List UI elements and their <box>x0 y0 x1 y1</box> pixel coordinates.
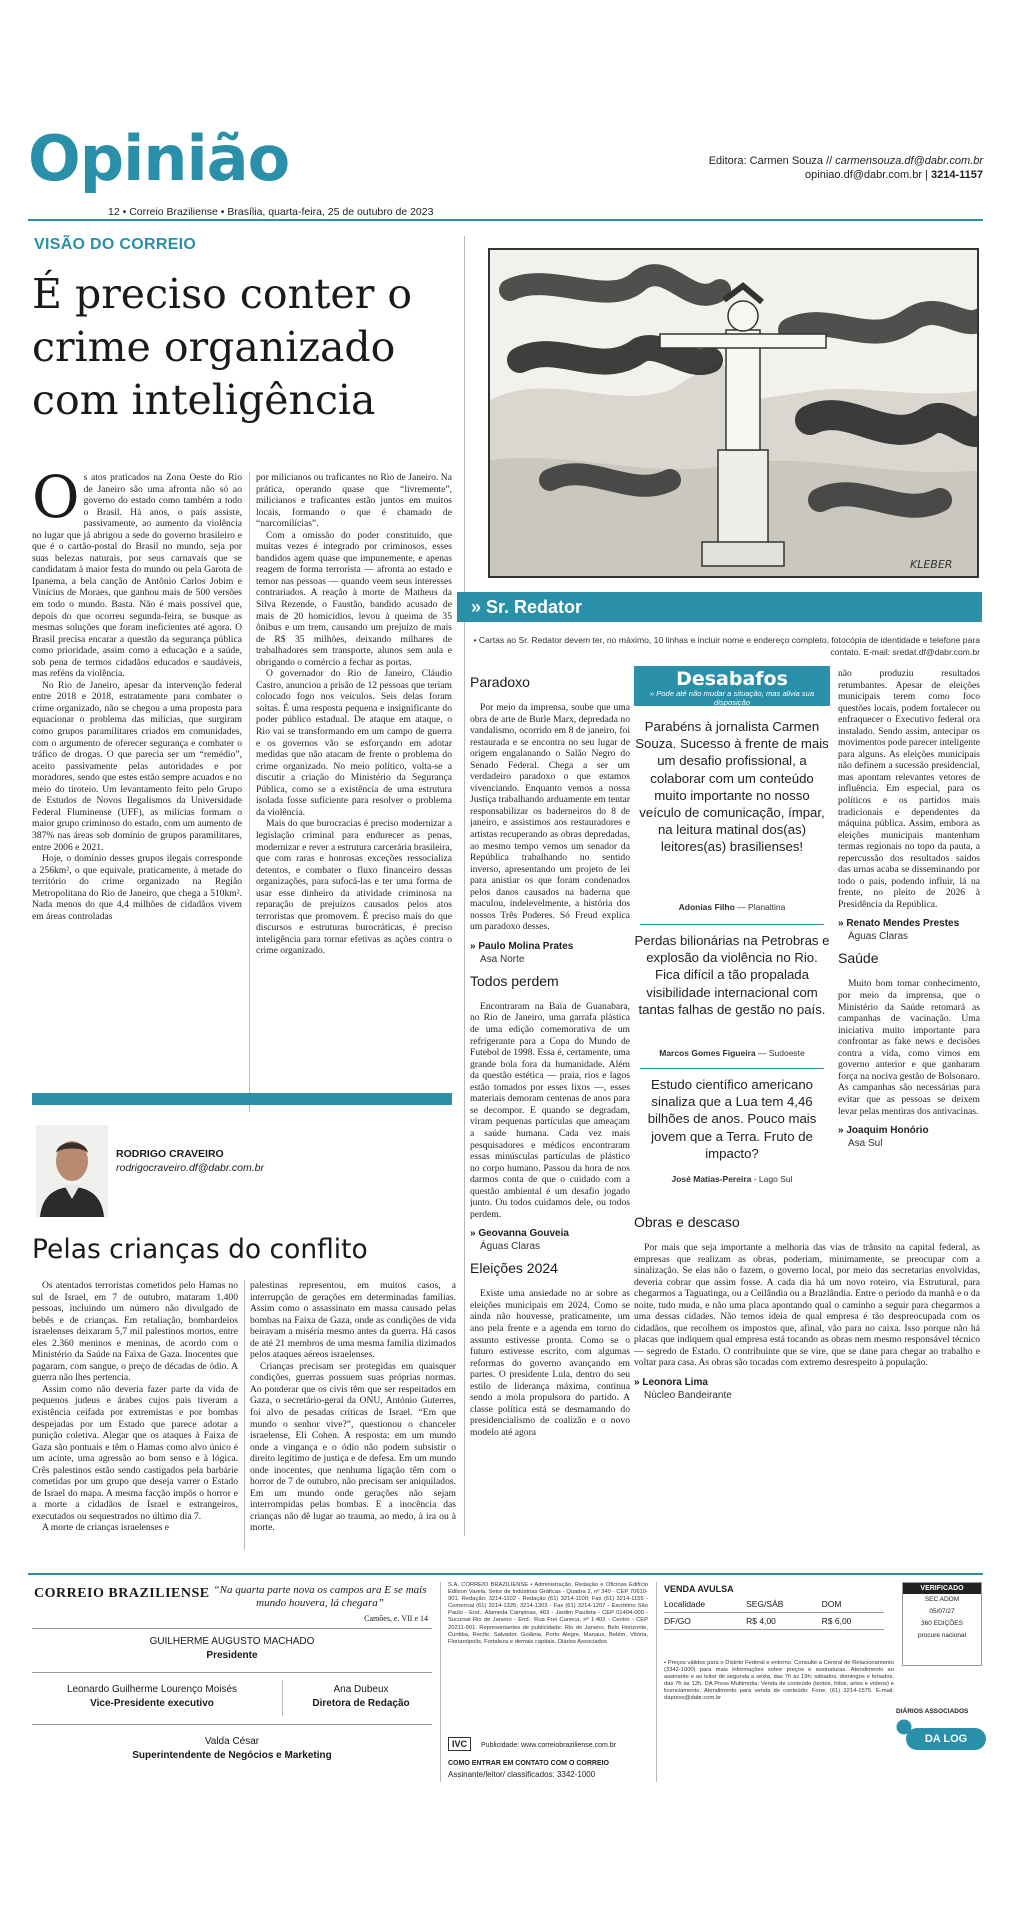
desabafo-place: Planaltina <box>748 902 786 912</box>
section-email[interactable]: opiniao.df@dabr.com.br <box>805 169 923 181</box>
letter-body <box>838 668 980 910</box>
publisher-tag[interactable]: Publicidade: www.correiobraziliense.com.br <box>481 1742 617 1749</box>
paragraph: Por meio da imprensa, soube que uma obra de arte de Burle Marx, depredada no vandalismo, ocorrido em 8 de janeiro, foi restaurada e se encontra no seu lugar de origem engalanando o Salão Negro do Senado Federal. Chega a ser um verdadeiro paradoxo o que estamos vivenciando. Enquanto vemos a nossa Justiça trabalhando arduamente em tentar responsabilizar os baderneiros do 8 de janeiro, e assistimos aos restauradores e artistas recuperando as obras depredadas, ao mesmo tempo vemos um senador da República trabalhando no sentido inverso, apresentando um projeto de lei para anistiar os que foram condenados pelos danos causados na baderna que maculou, indelevelmente, a história dos nossos Três Poderes. Só Freud explica um paradoxo desses. <box>470 702 630 933</box>
author-name: RODRIGO CRAVEIRO <box>116 1148 224 1160</box>
paragraph: Muito bom tomar conhecimento, por meio da imprensa, que o Ministério da Saúde retomará as campanhas de vacinação. Uma iniciativa muito importante para confrontar as fake news e decisões contra a vida, como vimos em governo anterior e que ganharam força na nociva gestão de Bolsonaro. As campanhas são necessárias para evitar que as pessoas se deixem levar pelas mentiras dos antivacinas. <box>838 978 980 1117</box>
venda-weekday-price: R$ 4,00 <box>746 1613 822 1630</box>
paragraph: Encontraram na Baía de Guanabara, no Rio de Janeiro, uma garrafa plástica de uma edição comemorativa de um refrigerante para a Copa do Mundo de Futebol de 1998. Essa é, certamente, uma grande bola fora da humanidade. Além da questão estética — praia, rios e lagos estão tomados por esses lixos —, esses materiais demoram centenas de anos para se decompor. E quando se degradam, viram pequenas partículas que ameaçam a saúde humana. Cada vez mais pesquisadores e médicos encontraram essas minúsculas partículas de plástico no corpo humano. Passou da hora de nos darmos conta de que o cuidado com a questão ambiental é um desafio jogado junto. Ou todos cuidamos dele, ou todos perdem. <box>470 1000 630 1220</box>
paragraph: Com a omissão do poder constituído, que muitas vezes é integrado por criminosos, esses bandidos agem quase que impunemente, e apenas reagem de forma terrorista — afronta ao estado e temor nas pessoas — quando veem seus interesses contrariados. A reação à morte de Matheus da Silva Rezende, o Faustão, bandido acusado de mais de 20 homicídios, levou à queima de 35 ônibus e um trem, causando um prejuízo de mais de R$ 35 milhões, deixando milhares de trabalhadores sem transporte, alunos sem aula e obrigando o comércio a fechar as portas. <box>256 529 452 668</box>
author-email[interactable]: rodrigocraveiro.df@dabr.com.br <box>116 1162 264 1174</box>
da-logo <box>896 1700 986 1718</box>
article-headline: Pelas crianças do conflito <box>32 1234 368 1265</box>
editors-credit: Editora: Carmen Souza // carmensouza.df@dabr.com.br opiniao.df@dabr.com.br | 3214-1157 <box>708 155 983 181</box>
desabafos-box <box>634 666 830 1196</box>
desabafos-header <box>634 666 830 706</box>
desabafo-signature: José Matias-Pereira - Lago Sul <box>671 1174 793 1184</box>
paragraph: não produziu resultados retumbantes. Apesar de eleições municipais terem como foco questões locais, podem fortalecer ou enfraquecer o Executivo federal ora instalado. Sendo assim, antecipar os movimentos pode parecer inteligente para alguns. As eleições municipais não definem a sucessão presidencial, mas apontam relevantes vetores de influência. Em especial, para os políticos e os partidos mais tradicionais e dependentes da máquina pública. Assim, embora as eleições municipais mantenham termas regionais no topo da pauta, a repercussão dos resultados saídos das urnas acaba se disseminando por todo o país, podendo influir, lá na frente, no pleito de 2026 à Presidência da República. <box>838 668 980 910</box>
letter-location: Núcleo Bandeirante <box>644 1390 732 1402</box>
paragraph: No Rio de Janeiro, apesar da intervenção federal entre 2018 e 2018, estratamente para combater o crime organizado, não se chegou a uma proposta para equacionar o problema das milícias, que surgiram como grupos paramilitares criados em comunidades, com o argumento de oferecer segurança e combater o tráfico de drogas. O que parecia ser um “remédio”, aceito passivamente pelas autoridades e por moradores, sendo que estes estão sempre acuados e no meio do tiroteio. Um levantamento feito pelo Grupo de Estudos de Novos Ilegalismos da Universidade Federal Fluminense (UFF), as milícias formam o maior grupo criminoso do estado, com um aumento de 387% nas áreas sob domínio de grupos paramilitares, entre 2006 e 2021. <box>32 679 242 853</box>
footer-divider <box>282 1680 283 1716</box>
president-role: Presidente <box>206 1650 258 1661</box>
venda-header-row <box>664 1596 884 1613</box>
stamp-line: 360 EDIÇÕES <box>921 1620 963 1627</box>
letter-signer: » Leonora Lima <box>634 1377 708 1389</box>
section-masthead: Opinião <box>28 122 290 195</box>
footer-badges <box>448 1734 648 1758</box>
dropcap: O <box>32 472 80 531</box>
footer-divider <box>656 1582 657 1782</box>
company-info: S.A. CORREIO BRAZILIENSE • Administração, Redação e Oficinas Edifício Edilson Varela, Setor de Indústrias Gráficas - Quadra 2, nº 340 - CEP 70610-901. Redação: 3214-1102 - Redação (61) 3214-1100; Fax (61) 3214-1155 - Comercial (61) 3214-1326; 3214-1303 - Fax (61) 3214-1207 - Escritório São Paulo - End.: Alameda Campinas, 463 - Jardim Paulista - CEP 01404-000 - Sucursal Rio de Janeiro - End.: Rua Frei Caneca, nº 1.402 - Centro - CEP 20211-901. Representantes de publicidade: Rio de Janeiro, Belo Horizonte, Curitiba, Recife, Salvador, Goiânia, Porto Alegre, Manaus, Belém, Vitória, Florianópolis, Fortaleza e demais capitais. Diários Associados <box>448 1582 648 1645</box>
letter-body <box>470 1288 630 1438</box>
venda-col-locality: Localidade <box>664 1596 746 1613</box>
desabafo-divider <box>640 1068 824 1069</box>
svg-text:KLEBER: KLEBER <box>910 558 953 571</box>
letter-location: Asa Sul <box>848 1138 883 1150</box>
paragraph: A morte de crianças israelenses e <box>42 1522 170 1534</box>
letter-signer: » Geovanna Gouveia <box>470 1228 569 1240</box>
footer-divider <box>32 1724 432 1725</box>
letter-location: Águas Claras <box>480 1241 541 1253</box>
da-logo-label: DIÁRIOS ASSOCIADOS <box>896 1708 969 1715</box>
letter-body <box>634 1242 980 1369</box>
ivc-badge: IVC <box>448 1737 471 1751</box>
venda-sunday-price: R$ 6,00 <box>822 1613 884 1630</box>
redator-guidelines: • Cartas ao Sr. Redator devem ter, no máximo, 10 linhas e incluir nome e endereço completo, fotocópia de identidade e telefone para contato. E-mail: sredat.df@dabr.com.br <box>473 635 980 657</box>
paragraph: Por mais que seja importante a melhoria das vias de trânsito na capital federal, as empresas que realizam as obras, poderiam, minimamente, se preocupar com a sinalização. Se elas não o fazem, o governo local, por meio das secretarias envolvidas, deveria cobrar que assim fosse. A cada dia há um novo roteiro, via Estrutural, para chegarmos a Taguatinga, ou a Ceilândia ou a Brazlândia. Entre o período da manhã e o da noite, tudo muda, e não uma placa apontando qual o caminho a seguir para chegarmos a uma dessas cidades. Não temos ideia de qual empresa é tão despreocupada com os cidadãos, que recolhem os impostos que, afinal, vão para no caixa. Isso porque não há placas que indiquem qual empresa está tocando as obras nem mesmo responsável técnico — segredo de Estado. O contribuinte que se vire, que se dane para chegar ao trabalho e voltar para casa. As obras são tocadas com extremo desrespeito à população. <box>634 1242 980 1369</box>
letter-body <box>838 978 980 1117</box>
footer-divider <box>32 1628 432 1629</box>
desabafo-text: Perdas bilionárias na Petrobras e explosão da violência no Rio. Fica difícil a tão propalada visibilidade internacional com tantas falhas de gestão no país. <box>634 933 830 1017</box>
column-divider <box>464 236 465 1536</box>
desabafo-place: Sudoeste <box>768 1048 805 1058</box>
paragraph: palestinas representou, em muitos casos, a interrupção de gerações em determinadas famílias. Assim como o assassinato em massa causado pelas bombas na Faixa de Gaza, onde as condições de vida beiravam a miséria mesmo antes da guerra. Há casos de até 21 membros de uma mesma família dizimados pelos ataques aéreos israelenses. <box>250 1280 456 1361</box>
paragraph: Existe uma ansiedade no ar sobre as eleições municipais em 2024. Como se ainda não houvesse, praticamente, um ano pela frente e a agenda em torno do assunto estivesse pronta. Como se o futuro estivesse escrito, com algumas reformas do governo avançando em partes. O presidente Lula, dentro do seu estilo de liderança máxima, continua sendo a mola propulsora do partido. A classe política está se desmamando do presidencialismo de coalizão e o novo modelo até agora <box>470 1288 630 1438</box>
footer-rule <box>28 1573 983 1575</box>
vp-role: Vice-Presidente executivo <box>90 1698 214 1709</box>
column-divider <box>249 472 250 1112</box>
desabafo-author: Adonias Filho <box>678 902 735 912</box>
letter-title: Obras e descaso <box>634 1214 740 1230</box>
article-column-2 <box>250 1280 456 1556</box>
editor-email[interactable]: carmensouza.df@dabr.com.br <box>835 155 983 167</box>
editorial-cartoon <box>488 248 979 578</box>
desabafo-signature: Marcos Gomes Figueira — Sudoeste <box>659 1048 805 1058</box>
quote-source: Camões, e. VII e 14 <box>364 1614 428 1623</box>
letter-signer: » Renato Mendes Prestes <box>838 918 960 930</box>
letter-signer: » Paulo Molina Prates <box>470 940 574 952</box>
letters-column-a <box>470 668 630 1558</box>
footer-quote: “Na quarta parte nova os campos ara E se mais mundo houvera, lá chegara” <box>213 1584 427 1609</box>
paragraph: Os atentados terroristas cometidos pelo Hamas no sul de Israel, em 7 de outubro, mataram 1.400 pessoas, incluindo um número não divulgado de bebês e de crianças. Em retaliação, bombardeios israelenses deixaram 5,7 mil palestinos mortos, entre eles 2.360 meninos e meninas, de acordo com o Ministério da Saúde na Faixa de Gaza. Inocentes que pagaram, com sangue, o preço de décadas de ódio. A guerra não lhes pertencia. <box>32 1280 238 1384</box>
editorial-headline: É preciso conter o crime organizado com inteligência <box>32 270 413 424</box>
cartoon-illustration <box>490 250 979 578</box>
author-photo <box>36 1125 108 1217</box>
dateline: 12 • Correio Braziliense • Brasília, quarta-feira, 25 de outubro de 2023 <box>108 206 434 218</box>
dalog-badge <box>906 1728 986 1750</box>
desabafo-signature: Adonias Filho — Planaltina <box>678 902 786 912</box>
editors-label: Editora: <box>708 155 747 167</box>
stamp-line: 05/07/27 <box>929 1608 955 1615</box>
editorial-column-2 <box>256 472 452 1112</box>
venda-notes: • Preços válidos para o Distrito Federal e entorno. Consulte a Central de Relacionamento (3342-1000) para mais informações sobre preços e assinaturas. Atendimento ao assinante e ao leitor de segunda a sexta, das 7h às 19h; sábados, domingos e feriados, das 7h às 12h. DA Press Multimídia: Venda de conteúdo (textos, fotos, artes e vídeos) e licenciamento. Atendimento para venda de conteúdo: Fone: (61) 3214-1575. E-mail: dapress@dabr.com.br <box>664 1660 894 1702</box>
section-phone: 3214-1157 <box>931 169 983 181</box>
desabafo-text: Estudo científico americano sinaliza que a Lua tem 4,46 bilhões de anos. Pouco mais jovem que a Terra. Fruto de impacto? <box>647 1077 817 1161</box>
paragraph: Crianças precisam ser protegidas em quaisquer condições, guerras possuem suas próprias normas. Ao ponderar que os civis têm que ser respeitados em Gaza, o secretário-geral da ONU, António Guterres, foi alvo de pesadas críticas de Israel. “Em que mundo o senhor vive?”, questionou o chanceler israelense, Eli Cohen. A resposta: em um mundo onde a vingança e o ódio não podem subsistir o direito legítimo de justiça e de defesa. Em um mundo onde inocentes, que nenhuma ligação têm com o horror de 7 de outubro, não precisam ser aniquilados. Em um mundo onde gerações não sejam interrompidas pelas bombas. E a inocência das crianças não dê lugar ao trauma, ao medo, à ira ou à morte. <box>250 1360 456 1534</box>
certification-stamp <box>902 1582 982 1666</box>
director-role: Diretora de Redação <box>312 1698 410 1709</box>
letter-location: Asa Norte <box>480 953 525 965</box>
editorial-kicker: VISÃO DO CORREIO <box>34 236 197 253</box>
footer-divider <box>440 1582 441 1782</box>
letter-title: Todos perdem <box>470 972 559 989</box>
letter-location: Águas Claras <box>848 931 909 943</box>
paragraph: Mais do que burocracias é preciso modernizar a legislação criminal para endurecer as penas, modernizar e rever a estrutura carcerária brasileira, que com raras e honrosas exceções ressocializa detentos, e combater o fluxo financeiro dessas organizações, para sufocá-las e ter uma forma de usar esse dinheiro da atividade criminosa na reparação de prejuízos causados pelos atos terroristas que promovem. É preciso mais do que discursos e estruturas burocráticas, é preciso inteligência para tornar efetivas as ações contra o crime organizado. <box>256 818 452 957</box>
dalog-label: DA LOG <box>924 1733 968 1745</box>
superintendent-role: Superintendente de Negócios e Marketing <box>132 1750 332 1761</box>
redator-header: » Sr. Redator <box>457 592 982 622</box>
director-name: Ana Dubeux <box>333 1684 389 1695</box>
venda-col-weekday: SEG/SÁB <box>746 1596 822 1613</box>
venda-title: VENDA AVULSA <box>664 1584 734 1594</box>
letter-signer: » Joaquim Honório <box>838 1125 929 1137</box>
venda-col-sunday: DOM <box>822 1596 884 1613</box>
letter-title: Saúde <box>838 950 879 967</box>
stamp-header: VERIFICADO <box>903 1583 981 1594</box>
author-portrait-icon <box>36 1125 108 1217</box>
author-bar <box>32 1093 452 1105</box>
paragraph: O governador do Rio de Janeiro, Cláudio Castro, anunciou a prisão de 12 pessoas que teriam colocado fogo nos veículos. Seis delas foram soltas. É uma resposta pequena e insignificante do poder público estadual. De ataque em ataque, o Rio vai se transformando em um campo de guerra e os governos vão se esforçando em adotar medidas que não atacam de frente o problema do crime organizado. No meio político, volta-se a discutir a criação do Ministério da Segurança Pública, como se a existência de uma estrutura isolada fosse suficiente para resolver o problema da violência. <box>256 668 452 818</box>
paragraph: por milicianos ou traficantes no Rio de Janeiro. Na prática, operando quase que “livremente”, milicianos e traficantes estão juntos em muitos locais, formando o que é chamado de “narcomilícias”. <box>256 472 452 530</box>
editorial-column-1 <box>32 472 242 1132</box>
desabafos-subtitle: » Pode até não mudar a situação, mas alivia sua disposição <box>649 689 815 707</box>
desabafo-place: Lago Sul <box>758 1174 793 1184</box>
superintendent-name: Valda César <box>204 1736 260 1747</box>
contact-phone: Assinante/leitor/ classificados: 3342-1000 <box>448 1770 596 1779</box>
letters-wide <box>634 1208 980 1560</box>
editor-name: Carmen Souza <box>749 155 824 167</box>
paragraph: Hoje, o domínio desses grupos ilegais corresponde a 256km², o que equivale, praticamente, à metade do território do crime organizado na Região Metropolitana do Rio de Janeiro, que chega a 510km². Nada menos do que 4,4 milhões de cidadãos vivem em áreas controladas <box>32 853 242 922</box>
column-divider <box>244 1280 245 1550</box>
letter-title: Eleições 2024 <box>470 1260 558 1277</box>
stamp-line: procure nacional <box>917 1632 967 1639</box>
desabafo-text: Parabéns à jornalista Carmen Souza. Sucesso à frente de mais um desafio profissional, a colaborar com um conteúdo muito importante no nosso veículo de comunicação, ímpar, na leitura matinal dos(as) leitores(as) brasilienses! <box>635 719 829 855</box>
article-column-1 <box>32 1280 238 1556</box>
desabafos-title: Desabafos <box>676 668 788 690</box>
letter-body <box>470 1001 630 1220</box>
venda-price-row <box>664 1613 884 1630</box>
footer-divider <box>32 1672 432 1673</box>
paragraph: s atos praticados na Zona Oeste do Rio de Janeiro são uma afronta não só ao governo do estado como também a todo o Brasil. Há anos, o país assiste, passivamente, ao aumento da violência no lugar que já abrigou a sede do governo brasileiro e que é o cartão-postal do Brasil no mundo, seja por suas belezas naturais, por seus carnavais que se candidatam à maior festa do mundo ou pela Garota de Ipanema, a bela canção de Antônio Carlos Jobim e Vinícius de Moraes, que ganhou mais de 500 versões em todo o mundo. Basta. Não é mais possível que, depois do que ocorreu segunda-feira, se busque as mesmas soluções que foram ineficientes até agora. O Brasil precisa encarar a questão da segurança pública como prioridade, assim como a educação e a saúde, sob pena de termos cidadãos educados e saudáveis, mas reféns da violência. <box>32 472 242 680</box>
letter-title: Paradoxo <box>470 674 530 690</box>
desabafo-author: José Matias-Pereira <box>671 1174 752 1184</box>
venda-locality: DF/GO <box>664 1613 746 1630</box>
paragraph: Assim como não deveria fazer parte da vida de pequenos judeus e árabes cujos pais tiveram a existência ceifada por extremistas e por bombas despejadas por um Estado que parece adotar a punição coletiva. Alegar que os ataques à Faixa de Gaza são pontuais e têm o Hamas como alvo único é um acinte, uma agressão ao bom senso e à lógica. Crês palestinos estão sendo castigados pela barbárie cometidas por um grupo que deseja varrer o Estado de Israel do mapa. A mesma facção impôs o horror e a morte a cidadãos de Israel e estrangeiros, executados ou sequestrados no último dia 7. <box>32 1383 238 1522</box>
venda-table <box>664 1596 894 1630</box>
newspaper-logo: CORREIO BRAZILIENSE <box>34 1586 210 1601</box>
top-rule <box>28 219 983 221</box>
desabafo-divider <box>640 924 824 925</box>
letters-column-c <box>838 668 980 1253</box>
president-name: GUILHERME AUGUSTO MACHADO <box>149 1636 315 1647</box>
letter-body <box>470 702 630 933</box>
contact-cta: COMO ENTRAR EM CONTATO COM O CORREIO <box>448 1760 609 1767</box>
desabafo-author: Marcos Gomes Figueira <box>659 1048 756 1058</box>
vp-name: Leonardo Guilherme Lourenço Moisés <box>66 1684 238 1695</box>
stamp-line: SEC ADOM <box>924 1596 960 1603</box>
